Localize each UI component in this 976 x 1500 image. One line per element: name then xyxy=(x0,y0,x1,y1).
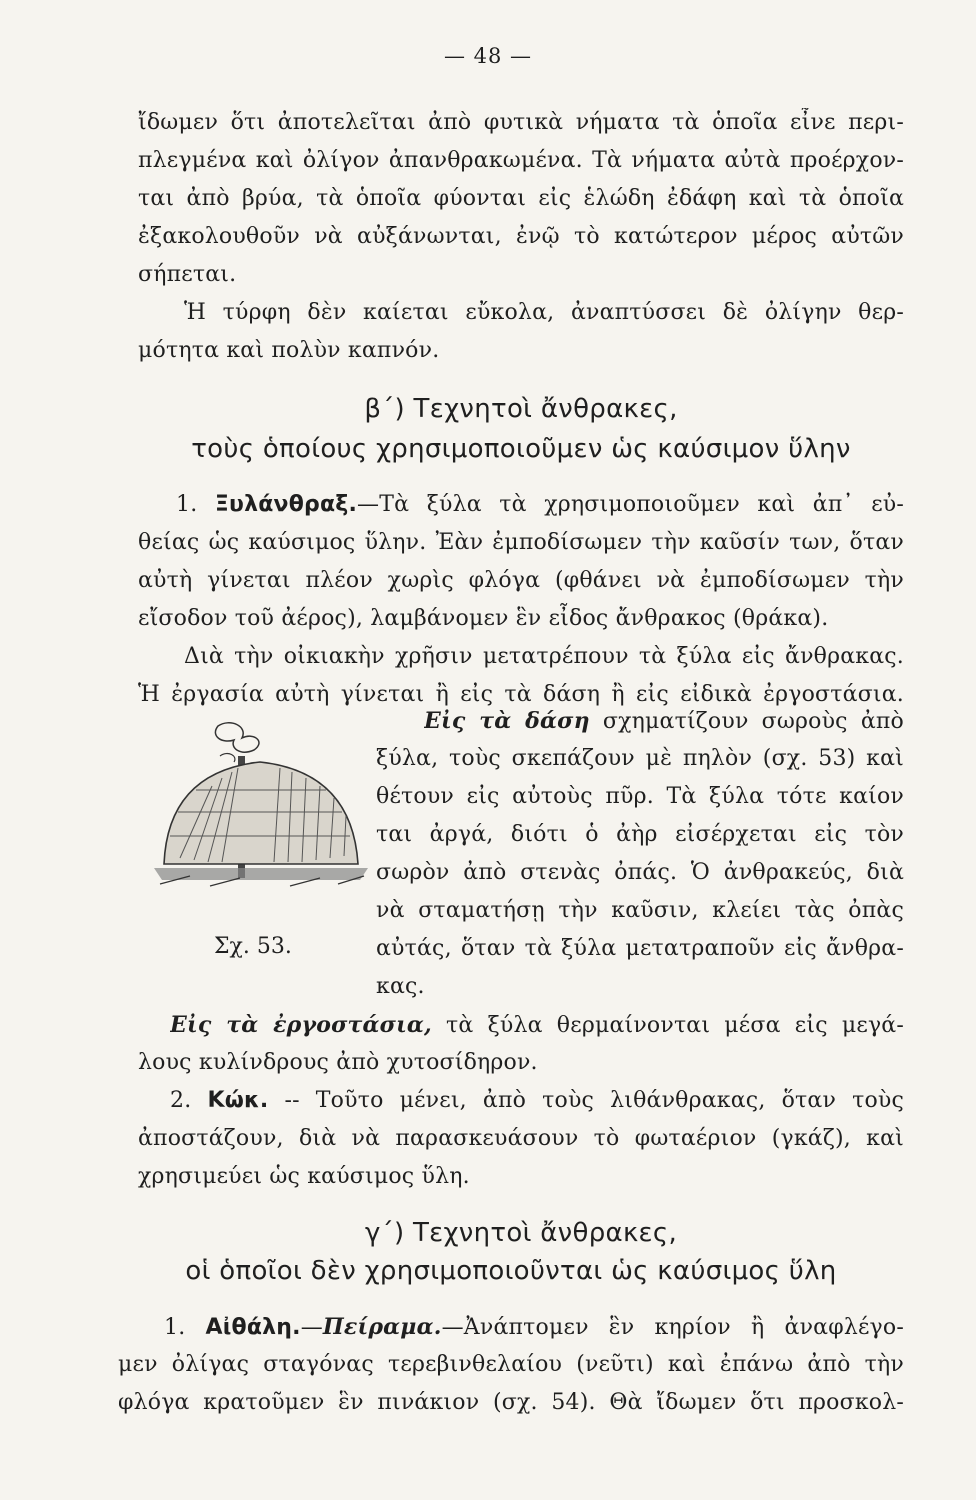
text-line: χρησιμεύει ὡς καύσιμος ὕλη. xyxy=(138,1164,470,1189)
item-first-line xyxy=(164,1312,904,1343)
figure-caption: Σχ. 53. xyxy=(214,934,292,959)
text-line: ται ἀπὸ βρύα, τὰ ὁποῖα φύονται εἰς ἑλώδη ἐδάφη καὶ τὰ ὁποῖα xyxy=(138,186,904,211)
item-number: 2. xyxy=(170,1088,192,1113)
item-number: 1. xyxy=(164,1315,186,1340)
item-first-line xyxy=(170,1086,904,1116)
text-line: φλόγα κρατοῦμεν ἓν πινάκιον (σχ. 54). Θὰ ἴδωμεν ὅτι προσκολ- xyxy=(118,1390,904,1415)
section-subheading: οἱ ὁποῖοι δὲν χρησιμοποιοῦνται ὡς καύσιμος ὕλη xyxy=(185,1256,837,1286)
page-number: — 48 — xyxy=(443,44,533,68)
charcoal-mound-figure xyxy=(150,716,372,896)
item-first-line xyxy=(176,490,904,520)
text-line: θείας ὡς καύσιμος ὕλην. Ἐὰν ἐμποδίσωμεν τὴν καῦσίν των, ὅταν xyxy=(138,530,904,555)
section-heading: β΄) Τεχνητοὶ ἄνθρακες, xyxy=(364,394,678,424)
text-line: θέτουν εἰς αὐτοὺς πῦρ. Τὰ ξύλα τότε καίον xyxy=(376,784,904,809)
text-line: ἀποστάζουν, διὰ νὰ παρασκευάσουν τὸ φωταέριον (γκάζ), καὶ xyxy=(138,1126,904,1151)
item-number: 1. xyxy=(176,492,198,517)
experiment-term: Πείραμα. xyxy=(322,1314,442,1340)
text-line: ξύλα, τοὺς σκεπάζουν μὲ πηλὸν (σχ. 53) καὶ xyxy=(376,746,904,771)
item-term: Ξυλάνθραξ. xyxy=(214,492,358,517)
text-line: αὐτάς, ὅταν τὰ ξύλα μετατραποῦν εἰς ἄνθρα- xyxy=(376,936,904,961)
text-line: εἴσοδον τοῦ ἀέρος), λαμβάνομεν ἓν εἶδος ἄνθρακος (θράκα). xyxy=(138,606,829,631)
text-line: ἐξακολουθοῦν νὰ αὐξάνωνται, ἐνῷ τὸ κατώτερον μέρος αὐτῶν xyxy=(138,224,904,249)
forest-first-line xyxy=(424,706,904,737)
item-term: Αἰθάλη. xyxy=(205,1315,301,1340)
text-line: Διὰ τὴν οἰκιακὴν χρῆσιν μετατρέπουν τὰ ξύλα εἰς ἄνθρακας. xyxy=(184,644,904,669)
text-line: ἴδωμεν ὅτι ἀποτελεῖται ἀπὸ φυτικὰ νήματα τὰ ὁποῖα εἶνε περι- xyxy=(138,110,904,135)
item-term: Κώκ. xyxy=(207,1088,269,1113)
text-line: σωρὸν ἀπὸ στενὰς ὀπάς. Ὁ ἀνθρακεύς, διὰ xyxy=(376,860,904,885)
factory-term: Εἰς τὰ ἐργοστάσια, xyxy=(170,1012,432,1038)
text-line: μότητα καὶ πολὺν καπνόν. xyxy=(138,338,440,363)
forest-term: Εἰς τὰ δάση xyxy=(424,708,590,734)
item-text: -- Τοῦτο μένει, ἀπὸ τοὺς λιθάνθρακας, ὅταν τοὺς xyxy=(268,1088,904,1113)
section-subheading: τοὺς ὁποίους χρησιμοποιοῦμεν ὡς καύσιμον ὕλην xyxy=(191,434,851,464)
item-text: τὰ ξύλα θερμαίνονται μέσα εἰς μεγά- xyxy=(431,1013,904,1038)
text-line: σήπεται. xyxy=(138,262,237,287)
text-line: Ἡ ἐργασία αὐτὴ γίνεται ἢ εἰς τὰ δάση ἢ εἰς εἰδικὰ ἐργοστάσια. xyxy=(138,682,904,707)
text-line: πλεγμένα καὶ ὀλίγον ἀπανθρακωμένα. Τὰ νήματα αὐτὰ προέρχον- xyxy=(138,148,904,173)
item-text: —Τὰ ξύλα τὰ χρησιμοποιοῦμεν καὶ ἀπ᾿ εὐ- xyxy=(357,492,904,517)
section-heading: γ΄) Τεχνητοὶ ἄνθρακες, xyxy=(364,1218,678,1248)
text-line: νὰ σταματήσῃ τὴν καῦσιν, κλείει τὰς ὀπὰς xyxy=(376,898,904,923)
text-line: αὐτὴ γίνεται πλέον χωρὶς φλόγα (φθάνει νὰ ἐμποδίσωμεν τὴν xyxy=(138,568,904,593)
factory-line xyxy=(170,1010,904,1041)
item-text: σχηματίζουν σωροὺς ἀπὸ xyxy=(589,709,904,734)
item-text: —Ἀνάπτομεν ἓν κηρίον ἢ ἀναφλέγο- xyxy=(441,1315,904,1340)
text-line: κας. xyxy=(376,974,425,999)
item-text: — xyxy=(300,1315,323,1340)
text-line: λους κυλίνδρους ἀπὸ χυτοσίδηρον. xyxy=(138,1050,538,1075)
text-line: ται ἀργά, διότι ὁ ἀὴρ εἰσέρχεται εἰς τὸν xyxy=(376,822,904,847)
text-line: Ἡ τύρφη δὲν καίεται εὔκολα, ἀναπτύσσει δὲ ὀλίγην θερ- xyxy=(184,300,904,325)
text-line: μεν ὀλίγας σταγόνας τερεβινθελαίου (νεῦτι) καὶ ἐπάνω ἀπὸ τὴν xyxy=(118,1352,904,1377)
